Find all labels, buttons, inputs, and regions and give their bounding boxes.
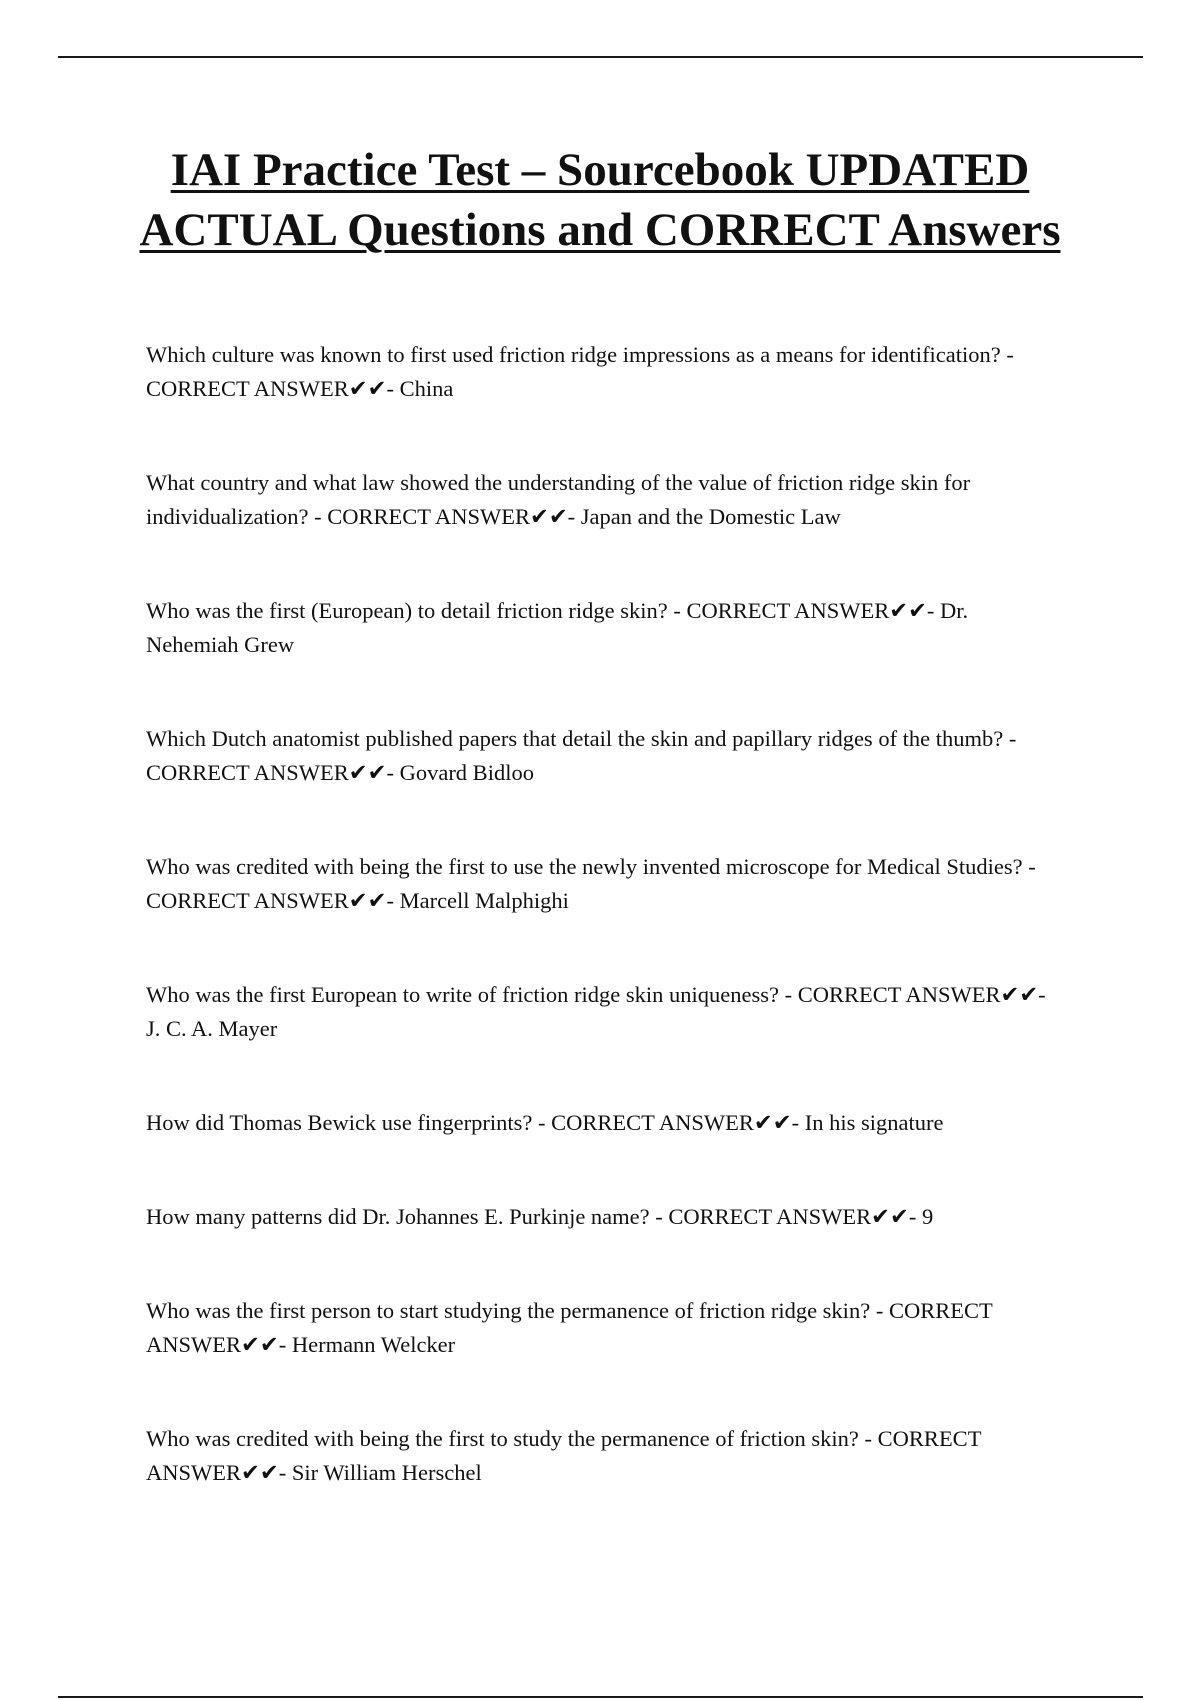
question-text: Which Dutch anatomist published papers that detail the skin and papillary ridges of the thumb?	[146, 726, 1004, 751]
answer-text: In his signature	[804, 1110, 944, 1135]
answer-marker: CORRECT ANSWER✔✔	[686, 598, 927, 623]
question-list	[146, 338, 1061, 1490]
answer-text: Govard Bidloo	[399, 760, 534, 785]
answer-marker: CORRECT ANSWER✔✔	[327, 504, 568, 529]
answer-text: Marcell Malphighi	[399, 888, 569, 913]
bottom-rule	[58, 1696, 1143, 1698]
question-text: How many patterns did Dr. Johannes E. Purkinje name?	[146, 1204, 650, 1229]
qa-item: Who was the first person to start studying the permanence of friction ridge skin? - CORRECT ANSWER✔✔- Hermann Welcker	[146, 1298, 993, 1357]
answer-text: Japan and the Domestic Law	[580, 504, 841, 529]
qa-item: Who was credited with being the first to use the newly invented microscope for Medical Studies? - CORRECT ANSWER✔✔- Marcell Malphighi	[146, 854, 1036, 913]
answer-marker: CORRECT ANSWER✔✔	[668, 1204, 909, 1229]
question-text: Who was credited with being the first to study the permanence of friction skin?	[146, 1426, 859, 1451]
question-text: Which culture was known to first used friction ridge impressions as a means for identification?	[146, 342, 1001, 367]
qa-item: What country and what law showed the understanding of the value of friction ridge skin for individualization? - CORRECT ANSWER✔✔- Japan and the Domestic Law	[146, 470, 971, 529]
question-text: Who was the first person to start studying the permanence of friction ridge skin?	[146, 1298, 871, 1323]
answer-text: Dr. Nehemiah Grew	[146, 598, 969, 657]
document-title: IAI Practice Test – Sourcebook UPDATED ACTUAL Questions and CORRECT Answers	[139, 144, 1061, 256]
qa-item: Who was the first (European) to detail friction ridge skin? - CORRECT ANSWER✔✔- Dr. Nehemiah Grew	[146, 598, 969, 657]
top-rule	[58, 56, 1143, 58]
question-text: What country and what law showed the understanding of the value of friction ridge skin for individualization?	[146, 470, 971, 529]
answer-marker: CORRECT ANSWER✔✔	[146, 888, 387, 913]
qa-item: How did Thomas Bewick use fingerprints? - CORRECT ANSWER✔✔- In his signature	[146, 1110, 944, 1135]
answer-marker: CORRECT ANSWER✔✔	[551, 1110, 792, 1135]
answer-text: Sir William Herschel	[291, 1460, 482, 1485]
qa-item: How many patterns did Dr. Johannes E. Purkinje name? - CORRECT ANSWER✔✔- 9	[146, 1204, 934, 1229]
answer-text: 9	[921, 1204, 934, 1229]
question-text: How did Thomas Bewick use fingerprints?	[146, 1110, 533, 1135]
answer-text: China	[399, 376, 454, 401]
question-text: Who was the first (European) to detail friction ridge skin?	[146, 598, 668, 623]
qa-item: Which culture was known to first used friction ridge impressions as a means for identification? - CORRECT ANSWER✔✔- China	[146, 342, 1014, 401]
qa-item: Who was the first European to write of friction ridge skin uniqueness? - CORRECT ANSWER✔✔- J. C. A. Mayer	[146, 982, 1046, 1041]
answer-marker: CORRECT ANSWER✔✔	[146, 760, 387, 785]
answer-marker: CORRECT ANSWER✔✔	[146, 1298, 993, 1357]
qa-item: Who was credited with being the first to study the permanence of friction skin? - CORRECT ANSWER✔✔- Sir William Herschel	[146, 1426, 982, 1485]
answer-text: J. C. A. Mayer	[146, 1016, 278, 1041]
answer-marker: CORRECT ANSWER✔✔	[797, 982, 1039, 1007]
question-text: Who was the first European to write of friction ridge skin uniqueness?	[146, 982, 779, 1007]
question-text: Who was credited with being the first to use the newly invented microscope for Medical Studies?	[146, 854, 1023, 879]
answer-marker: CORRECT ANSWER✔✔	[146, 1426, 982, 1485]
qa-item: Which Dutch anatomist published papers that detail the skin and papillary ridges of the thumb? - CORRECT ANSWER✔✔- Govard Bidloo	[146, 726, 1017, 785]
answer-marker: CORRECT ANSWER✔✔	[146, 376, 387, 401]
answer-text: Hermann Welcker	[291, 1332, 456, 1357]
